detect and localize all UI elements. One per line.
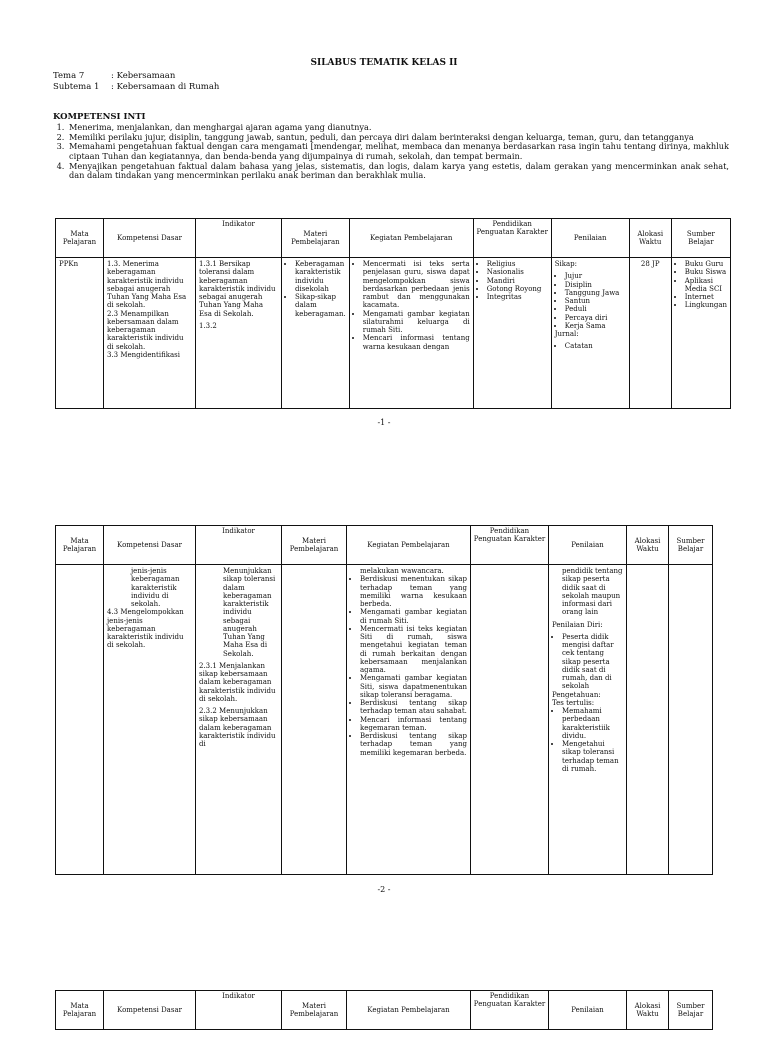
kd-item: 4.3 Mengelompokkan jenis-jenis keberagaman karakteristik individu di sekolah.: [107, 608, 184, 650]
pen-diri-label: Penilaian Diri:: [552, 620, 603, 629]
pen-peng-label: Pengetahuan:: [552, 690, 601, 699]
ind-item: 1.3.1 Bersikap toleransi dalam keberagaman karakteristik individu sebagai anugerah Tuhan Yang Maha Esa di Sekolah.: [199, 260, 276, 318]
cell-kd: [104, 258, 196, 409]
th-kegiatan: Kegiatan Pembelajaran: [347, 991, 471, 1030]
ppk-item: • Gotong Royong: [487, 285, 548, 293]
kegiatan-item: • Berdiskusi tentang sikap terhadap teman atau sahabat.: [360, 699, 467, 716]
page-2: [0, 515, 768, 905]
th-ppk: Pendidikan Penguatan Karakter: [471, 526, 549, 565]
subtema-key: Subtema 1: [53, 82, 100, 92]
cell-ppk: [473, 258, 551, 409]
pen-sikap-item: • Santun: [565, 297, 626, 305]
th-indikator: Indikator: [196, 991, 282, 1030]
th-indikator: Indikator: [196, 526, 282, 565]
table-row: [56, 258, 731, 409]
cell-penilaian: [551, 258, 629, 409]
pen-sikap-item: • Jujur: [565, 272, 626, 280]
ki-item: 4. Menyajikan pengetahuan faktual dalam bahasa yang jelas, sistematis, dan logis, dalam karya yang estetis, dalam gerakan yang mencerminkan anak sehat, dan dalam tindakan yang mencerminkan perilaku anak beriman dan berakhlak mulia.: [67, 162, 729, 181]
kegiatan-item: • Mencermati isi teks kegiatan Siti di rumah, siswa mengetahui kegiatan teman di rumah berkaitan dengan kebersamaan menjalankan agama.: [360, 625, 467, 675]
page-3: [0, 985, 768, 1045]
th-materi: Materi Pembelajaran: [282, 991, 347, 1030]
kegiatan-item: • Berdiskusi menentukan sikap terhadap teman yang memiliki warna kesukaan berbeda.: [360, 575, 467, 608]
cell-indikator: [196, 258, 282, 409]
pen-sikap-label: Sikap:: [554, 260, 578, 268]
sumber-item: • Buku Guru: [685, 260, 727, 268]
th-ppk: Pendidikan Penguatan Karakter: [471, 991, 549, 1030]
th-penilaian: Penilaian: [551, 219, 629, 258]
table-row: [56, 565, 713, 875]
th-kegiatan: Kegiatan Pembelajaran: [349, 219, 473, 258]
silabus-table-2: [55, 525, 713, 875]
ki-item: 3. Memahami pengetahuan faktual dengan cara mengamati [mendengar, melihat, membaca dan menanya berdasarkan rasa ingin tahu tentang dirinya, makhluk ciptaan Tuhan dan kegiatannya, dan benda-benda yang dijumpainya di rumah, sekolah, dan tempat bermain.: [67, 142, 729, 161]
cell-ppk: [471, 565, 549, 875]
th-sumber: Sumber Belajar: [671, 219, 730, 258]
ki-item: 1. Menerima, menjalankan, dan menghargai ajaran agama yang dianutnya.: [67, 123, 729, 133]
th-alokasi: Alokasi Waktu: [627, 526, 669, 565]
ppk-item: • Nasionalis: [487, 268, 548, 276]
pen-sikap-item: • Percaya diri: [565, 314, 626, 322]
ind-item: Menunjukkan sikap toleransi dalam keberagaman karakteristik individu sebagai anugerah Tuhan Yang Maha Esa di Sekolah.: [223, 567, 276, 658]
th-kompetensi-dasar: Kompetensi Dasar: [104, 991, 196, 1030]
kegiatan-lead: melakukan wawancara.: [360, 567, 444, 575]
sumber-item: • Buku Siswa: [685, 268, 727, 276]
silabus-table-1: [55, 218, 731, 409]
tema-key: Tema 7: [53, 71, 85, 81]
pen-jurnal-label: Jurnal:: [554, 330, 579, 338]
ppk-item: • Integritas: [487, 293, 548, 301]
ki-item: 2. Memiliki perilaku jujur, disiplin, tanggung jawab, santun, peduli, dan percaya diri dalam berinteraksi dengan keluarga, teman, guru, dan tetangganya: [67, 133, 729, 143]
kd-item: jenis-jenis keberagaman karakteristik individu di sekolah.: [131, 567, 180, 608]
kegiatan-item: • Mengamati gambar kegiatan silaturahmi keluarga di rumah Siti.: [363, 310, 470, 335]
silabus-table-3: [55, 990, 713, 1030]
subtema-value: : Kebersamaan di Rumah: [111, 82, 220, 92]
ind-item: 2.3.2 Menunjukkan sikap kebersamaan dalam keberagaman karakteristik individu di: [199, 707, 276, 748]
ki-list: [53, 123, 729, 181]
th-kompetensi-dasar: Kompetensi Dasar: [104, 526, 196, 565]
ind-item: 1.3.2: [199, 321, 217, 330]
pen-tes-item: • Mengetahui sikap toleransi terhadap teman di rumah.: [562, 740, 623, 773]
pen-lead: pendidik tentang sikap peserta didik saat di sekolah maupun informasi dari orang lain: [562, 567, 623, 617]
cell-sumber: [669, 565, 713, 875]
th-sumber: Sumber Belajar: [669, 526, 713, 565]
cell-mapel: PPKn: [56, 258, 104, 409]
page-number: -1 -: [377, 418, 391, 427]
kegiatan-item: • Berdiskusi tentang sikap terhadap teman yang memiliki kegemaran berbeda.: [360, 732, 467, 757]
kegiatan-item: • Mencari informasi tentang warna kesukaan dengan: [363, 334, 470, 351]
sumber-item: • Aplikasi Media SCI: [685, 277, 727, 294]
materi-item: • Keberagaman karakteristik individu disekolah: [295, 260, 346, 293]
th-indikator: Indikator: [196, 219, 282, 258]
th-kegiatan: Kegiatan Pembelajaran: [347, 526, 471, 565]
pen-sikap-item: • Disiplin: [565, 281, 626, 289]
cell-alokasi: 28 JP: [629, 258, 671, 409]
pen-sikap-item: • Peduli: [565, 305, 626, 313]
kd-item: 3.3 Mengidentifikasi: [107, 350, 180, 359]
cell-kd: [104, 565, 196, 875]
cell-indikator: [196, 565, 282, 875]
table-header-row: [56, 219, 731, 258]
ppk-item: • Mandiri: [487, 277, 548, 285]
th-materi: Materi Pembelajaran: [282, 526, 347, 565]
ppk-item: • Religius: [487, 260, 548, 268]
kegiatan-item: • Mengamati gambar kegiatan Siti, siswa dapatmenentukan sikap toleransi beragama.: [360, 674, 467, 699]
cell-mapel: [56, 565, 104, 875]
tema-value: : Kebersamaan: [111, 71, 176, 81]
cell-sumber: [671, 258, 730, 409]
cell-penilaian: [549, 565, 627, 875]
cell-alokasi: [627, 565, 669, 875]
pen-tes-item: • Memahami perbedaan karakteristiik dividu.: [562, 707, 623, 740]
doc-title: SILABUS TEMATIK KELAS II: [310, 58, 458, 68]
th-kompetensi-dasar: Kompetensi Dasar: [104, 219, 196, 258]
sumber-item: • Lingkungan: [685, 301, 727, 309]
table-header-row: [56, 526, 713, 565]
th-sumber: Sumber Belajar: [669, 991, 713, 1030]
th-alokasi: Alokasi Waktu: [629, 219, 671, 258]
cell-kegiatan: [349, 258, 473, 409]
th-mata-pelajaran: Mata Pelajaran: [56, 991, 104, 1030]
th-alokasi: Alokasi Waktu: [627, 991, 669, 1030]
tema-line: [53, 71, 175, 81]
kegiatan-item: • Mengamati gambar kegiatan di rumah Siti.: [360, 608, 467, 625]
ind-item: 2.3.1 Menjalankan sikap kebersamaan dalam keberagaman karakteristik individu di sekolah.: [199, 661, 276, 703]
kd-item: 2.3 Menampilkan kebersamaan dalam keberagaman karakteristik individu di sekolah.: [107, 309, 184, 351]
ki-heading: KOMPETENSI INTI: [53, 112, 146, 122]
kd-item: 1.3. Menerima keberagaman karakteristik individu sebagai anugerah Tuhan Yang Maha Esa di sekolah.: [107, 260, 187, 310]
cell-materi: [282, 565, 347, 875]
pen-sikap-item: • Tanggung Jawa: [565, 289, 626, 297]
th-penilaian: Penilaian: [549, 526, 627, 565]
subtema-line: [53, 82, 219, 92]
pen-sikap-item: • Kerja Sama: [565, 322, 626, 330]
kegiatan-item: • Mencermati isi teks serta penjelasan guru, siswa dapat mengelompokkan siswa berdasarkan perbedaan jenis rambut dan menggunakan kacamata.: [363, 260, 470, 310]
pen-jurnal-item: • Catatan: [565, 342, 626, 350]
th-penilaian: Penilaian: [549, 991, 627, 1030]
cell-kegiatan: [347, 565, 471, 875]
pen-diri-item: • Peserta didik mengisi daftar cek tentang sikap peserta didik saat di rumah, dan di sekolah: [562, 633, 623, 691]
cell-materi: [282, 258, 350, 409]
th-ppk: Pendidikan Penguatan Karakter: [473, 219, 551, 258]
page-number: -2 -: [377, 885, 391, 894]
sumber-item: • Internet: [685, 293, 727, 301]
pen-tes-label: Tes tertulis:: [552, 698, 595, 707]
page-1: [0, 0, 768, 430]
th-mata-pelajaran: Mata Pelajaran: [56, 219, 104, 258]
kegiatan-item: • Mencari informasi tentang kegemaran teman.: [360, 716, 467, 733]
th-mata-pelajaran: Mata Pelajaran: [56, 526, 104, 565]
th-materi: Materi Pembelajaran: [282, 219, 350, 258]
materi-item: • Sikap-sikap dalam keberagaman.: [295, 293, 346, 318]
